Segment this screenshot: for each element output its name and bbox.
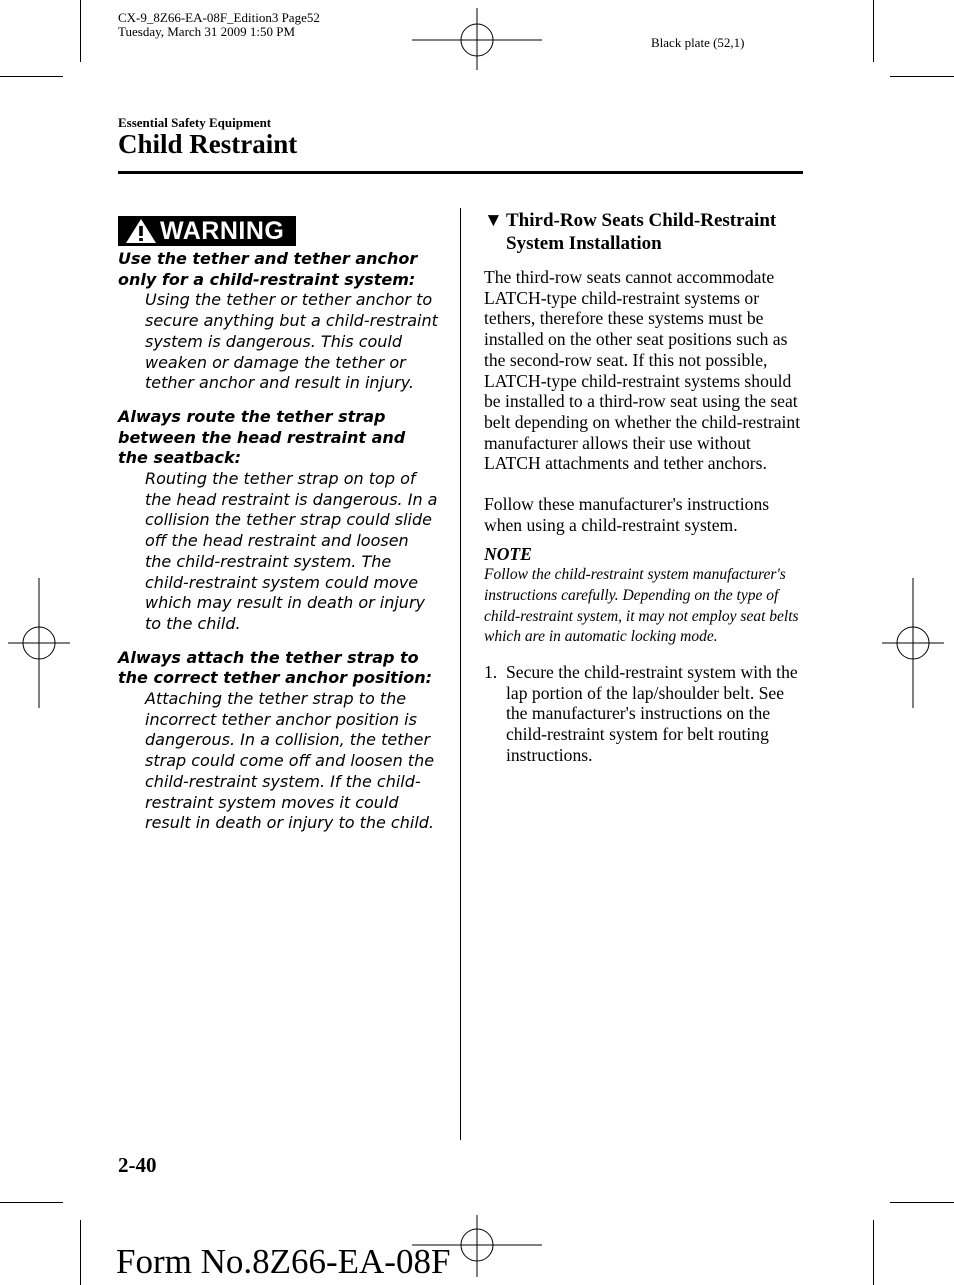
warning-item-body: Attaching the tether strap to the incorrect tether anchor position is dangerous. In a collision, the tether strap could come off and loosen the child-restraint system. If the child-restraint system moves it could result in death or injury to the child. bbox=[145, 689, 435, 833]
warning-banner bbox=[118, 216, 296, 246]
registration-mark-left bbox=[8, 578, 70, 708]
body-paragraph: The third-row seats cannot accommodate LATCH-type child-restraint systems or tethers, therefore these systems must be installed on the other seat positions such as the second-row seat. If this not possible, LATCH-type child-restraint systems should be installed to a third-row seat using the seat belt depending on whether the child-restraint manufacturer allows their use without LATCH attachments and tether anchors. bbox=[484, 267, 801, 474]
section-label: Essential Safety Equipment bbox=[118, 115, 272, 130]
subsection-heading-text: Third-Row Seats Child-Restraint System Installation bbox=[506, 210, 777, 254]
step-number: 1. bbox=[484, 661, 498, 682]
installation-section bbox=[484, 210, 804, 765]
step-text: Secure the child-restraint system with the lap portion of the lap/shoulder belt. See the manufacturer's instructions on the child-restraint system for belt routing instructions. bbox=[506, 661, 798, 765]
warning-item bbox=[118, 249, 438, 394]
warning-item bbox=[118, 407, 438, 635]
column-divider bbox=[460, 208, 461, 1140]
warning-item-heading: Always route the tether strap between the head restraint and the seatback: bbox=[118, 406, 406, 468]
warning-item-body: Routing the tether strap on top of the head restraint is dangerous. In a collision the tether strap could slide off the head restraint and loosen the child-restraint system. The child-restraint system could move which may result in death or injury to the child. bbox=[145, 469, 438, 633]
subsection-heading bbox=[484, 210, 804, 255]
registration-mark-right bbox=[882, 578, 944, 708]
warning-item-heading: Always attach the tether strap to the correct tether anchor position: bbox=[118, 647, 433, 688]
title-rule bbox=[118, 171, 803, 174]
warning-label: WARNING bbox=[160, 216, 285, 245]
note-body: Follow the child-restraint system manufacturer's instructions carefully. Depending on the type of child-restraint system, it may not employ seat belts which are in automatic locking mode. bbox=[484, 566, 799, 646]
print-file-line: CX-9_8Z66-EA-08F_Edition3 Page52 bbox=[118, 10, 320, 25]
warning-item bbox=[118, 648, 438, 834]
note-label: NOTE bbox=[484, 544, 532, 565]
page-title: Child Restraint bbox=[118, 129, 298, 159]
registration-mark-top bbox=[412, 8, 542, 70]
form-number: Form No.8Z66-EA-08F bbox=[116, 1242, 451, 1281]
body-paragraph: Follow these manufacturer's instructions when using a child-restraint system. bbox=[484, 494, 770, 535]
plate-label: Black plate (52,1) bbox=[651, 35, 745, 50]
warning-item-body: Using the tether or tether anchor to secure anything but a child-restraint system is dangerous. This could weaken or damage the tether or tether anchor and result in injury. bbox=[145, 290, 438, 393]
page-number: 2-40 bbox=[118, 1153, 157, 1177]
print-date-line: Tuesday, March 31 2009 1:50 PM bbox=[118, 24, 296, 39]
warning-list bbox=[118, 249, 438, 847]
warning-triangle-icon bbox=[124, 217, 158, 245]
instruction-step bbox=[484, 662, 804, 766]
down-triangle-icon: ▼ bbox=[484, 210, 503, 231]
warning-item-heading: Use the tether and tether anchor only for a child-restraint system: bbox=[118, 249, 418, 289]
